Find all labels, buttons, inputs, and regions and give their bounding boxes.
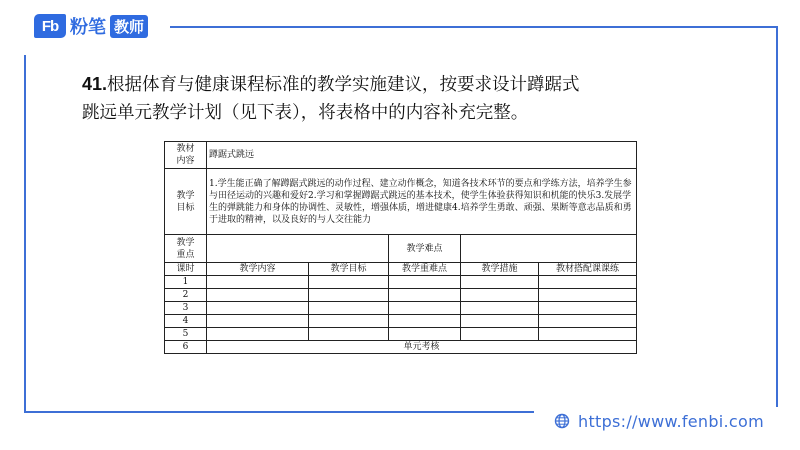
blank-cell[interactable]	[309, 302, 389, 315]
blank-cell[interactable]	[309, 289, 389, 302]
row-number: 4	[165, 315, 207, 328]
teaching-plan-table	[164, 141, 637, 354]
header-row	[165, 263, 637, 276]
blank-cell[interactable]	[539, 315, 637, 328]
question-number: 41.	[82, 74, 108, 94]
blank-cell[interactable]	[309, 328, 389, 341]
blank-cell[interactable]	[461, 302, 539, 315]
blank-cell[interactable]	[389, 315, 461, 328]
header-key-difficulty: 教学重难点	[389, 263, 461, 276]
blank-cell[interactable]	[389, 302, 461, 315]
blank-cell[interactable]	[461, 289, 539, 302]
difficulty-label: 教学难点	[389, 235, 461, 263]
fenbi-logo	[34, 14, 148, 38]
material-label: 教材 内容	[165, 142, 207, 169]
blank-cell[interactable]	[389, 289, 461, 302]
blank-cell[interactable]	[539, 328, 637, 341]
table-row	[165, 315, 637, 328]
globe-icon	[554, 413, 570, 429]
blank-cell[interactable]	[207, 289, 309, 302]
logo-mark: Fb	[34, 14, 66, 38]
difficulty-value-cell[interactable]	[461, 235, 637, 263]
frame-bottom-line	[24, 411, 534, 413]
blank-cell[interactable]	[207, 315, 309, 328]
frame-top-line	[170, 26, 776, 28]
key-label: 教学 重点	[165, 235, 207, 263]
header-measures: 教学措施	[461, 263, 539, 276]
key-difficulty-row	[165, 235, 637, 263]
unit-assessment: 单元考核	[207, 341, 637, 354]
goal-text: 1.学生能正确了解蹲踞式跳远的动作过程、建立动作概念，知道各技术环节的要点和学练方法，培养学生参与田径运动的兴趣和爱好2.学习和掌握蹲踞式跳远的基本技术，使学生体验获得知识和机能的快乐3.发展学生的弹跳能力和身体的协调性、灵敏性，增强体质，增进健康4.培养学生勇敢、顽强、果断等意志品质和勇于进取的精神，以及良好的与人交往能力	[207, 169, 637, 235]
blank-cell[interactable]	[309, 276, 389, 289]
row-number: 5	[165, 328, 207, 341]
final-row	[165, 341, 637, 354]
frame-right-line	[776, 26, 778, 407]
header-objective: 教学目标	[309, 263, 389, 276]
goal-row	[165, 169, 637, 235]
blank-cell[interactable]	[207, 328, 309, 341]
row-number: 3	[165, 302, 207, 315]
blank-cell[interactable]	[539, 276, 637, 289]
blank-cell[interactable]	[461, 276, 539, 289]
logo-tag: 教师	[110, 15, 148, 38]
blank-cell[interactable]	[461, 315, 539, 328]
blank-cell[interactable]	[309, 315, 389, 328]
website-link[interactable]	[554, 410, 764, 432]
logo-name: 粉笔	[70, 17, 106, 38]
table-row	[165, 289, 637, 302]
question-text	[82, 70, 702, 127]
blank-cell[interactable]	[539, 289, 637, 302]
blank-cell[interactable]	[207, 302, 309, 315]
table-row	[165, 276, 637, 289]
question-line-1: 根据体育与健康课程标准的教学实施建议，按要求设计蹲踞式	[107, 75, 580, 95]
table-row	[165, 328, 637, 341]
website-url[interactable]: https://www.fenbi.com	[578, 411, 765, 431]
table-row	[165, 302, 637, 315]
material-value: 蹲踞式跳远	[207, 142, 637, 169]
header-lesson: 课时	[165, 263, 207, 276]
blank-cell[interactable]	[539, 302, 637, 315]
frame-left-line	[24, 55, 26, 411]
key-value-cell[interactable]	[207, 235, 389, 263]
header-content: 教学内容	[207, 263, 309, 276]
blank-cell[interactable]	[207, 276, 309, 289]
row-number: 1	[165, 276, 207, 289]
row-number: 6	[165, 341, 207, 354]
goal-label: 教学 目标	[165, 169, 207, 235]
blank-cell[interactable]	[389, 328, 461, 341]
blank-cell[interactable]	[389, 276, 461, 289]
material-row	[165, 142, 637, 169]
header-exercise: 教材搭配课课练	[539, 263, 637, 276]
question-line-2: 跳远单元教学计划（见下表），将表格中的内容补充完整。	[82, 103, 529, 123]
blank-cell[interactable]	[461, 328, 539, 341]
row-number: 2	[165, 289, 207, 302]
